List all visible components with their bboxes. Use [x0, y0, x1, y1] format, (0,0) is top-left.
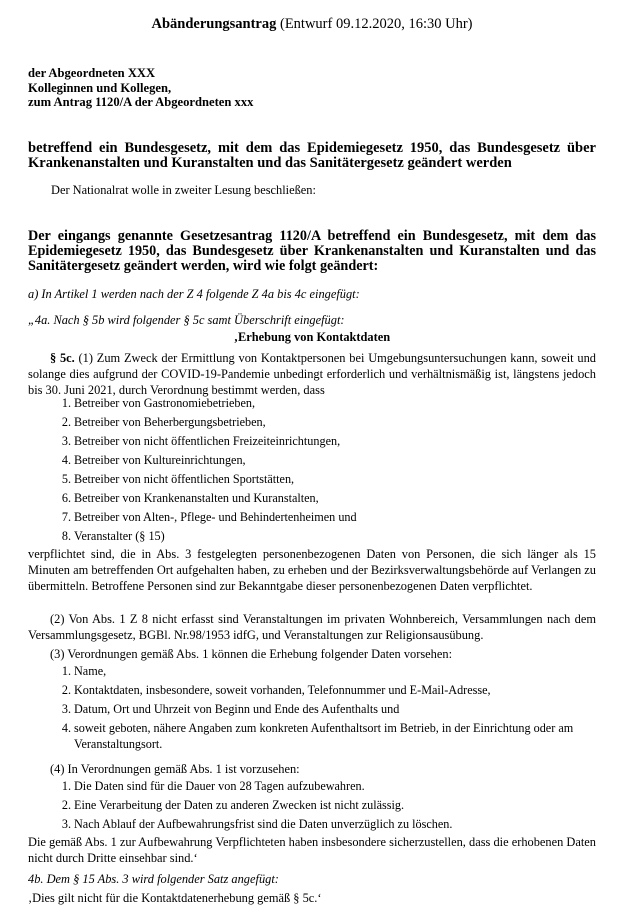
subject-text: betreffend ein Bundesgesetz, mit dem das Epidemiegesetz 1950, das Bundesgesetz über Krankenanstalten und Kuranstalten und das Sanitätergesetz geändert werden [28, 140, 596, 171]
list-item: 8. Veranstalter (§ 15) [61, 529, 165, 543]
list-item: 2. Kontaktdaten, insbesondere, soweit vorhanden, Telefonnummer und E-Mail-Adresse, [61, 683, 491, 697]
list-item: 7. Betreiber von Alten-, Pflege- und Behindertenheimen und [61, 510, 357, 524]
proposers-block [28, 66, 253, 110]
z4b-text: 4b. Dem § 15 Abs. 3 wird folgender Satz angefügt: [28, 872, 279, 886]
s5c-p1-text: (1) Zum Zweck der Ermittlung von Kontaktpersonen bei Umgebungsuntersuchungen kann, soweit und solange dies aufgrund der COVID-19-Pandemie unbedingt erforderlich und verhältnismäßig ist, längstens jedoch bis 30. Juni 2021, durch Verordnung bestimmt werden, dass [28, 351, 596, 397]
list-item: 3. Betreiber von nicht öffentlichen Freizeiteinrichtungen, [61, 434, 341, 448]
list-item: 4. Betreiber von Kultureinrichtungen, [61, 453, 246, 467]
list-item: 4. soweit geboten, nähere Angaben zum konkreten Aufenthaltsort im Betrieb, in der Einrichtung oder am Veranstaltungsort. [61, 721, 574, 751]
z4b-inserted-sentence: ‚Dies gilt nicht für die Kontaktdatenerhebung gemäß § 5c.‘ [28, 891, 322, 905]
section-heading: ‚Erhebung von Kontaktdaten [233, 330, 391, 344]
list-item: 3. Nach Ablauf der Aufbewahrungsfrist sind die Daten unverzüglich zu löschen. [61, 817, 453, 831]
list-item: 3. Datum, Ort und Uhrzeit von Beginn und Ende des Aufenthalts und [61, 702, 400, 716]
s5c-paragraph-3: (3) Verordnungen gemäß Abs. 1 können die Erhebung folgender Daten vorsehen: [50, 647, 453, 661]
s5c-label: § 5c. [50, 351, 75, 365]
z4a-text: „4a. Nach § 5b wird folgender § 5c samt Überschrift eingefügt: [28, 313, 345, 327]
s5c-paragraph-4: (4) In Verordnungen gemäß Abs. 1 ist vorzusehen: [50, 762, 300, 776]
s5c-paragraph-2: (2) Von Abs. 1 Z 8 nicht erfasst sind Veranstaltungen im privaten Wohnbereich, Versammlungen nach dem Versammlungsgesetz, BGBl. Nr.98/1953 idfG, und Veranstaltungen zur Religionsausübung. [28, 612, 596, 642]
list-item: 2. Eine Verarbeitung der Daten zu anderen Zwecken ist nicht zulässig. [61, 798, 405, 812]
item-a: a) In Artikel 1 werden nach der Z 4 folgende Z 4a bis 4c eingefügt: [28, 287, 360, 301]
title-bold: Abänderungsantrag [151, 16, 277, 32]
document-title [28, 16, 596, 33]
title-rest: (Entwurf 09.12.2020, 16:30 Uhr) [276, 16, 473, 32]
proposer-line: der Abgeordneten XXX [28, 66, 156, 80]
list-item: 2. Betreiber von Beherbergungsbetrieben, [61, 415, 266, 429]
s5c-p1-continuation: verpflichtet sind, die in Abs. 3 festgelegten personenbezogenen Daten von Personen, die sich länger als 15 Minuten am betreffenden Ort aufgehalten haben, zu erheben und der Bezirksverwaltungsbehörde auf Verlangen zu übermitteln. Betroffene Personen sind zur Bekanntgabe dieser personenbezogenen Daten verpflichtet. [28, 547, 596, 593]
list-item: 6. Betreiber von Krankenanstalten und Kuranstalten, [61, 491, 319, 505]
proposer-line: zum Antrag 1120/A der Abgeordneten xxx [28, 95, 254, 109]
list-item: 1. Die Daten sind für die Dauer von 28 Tagen aufzubewahren. [61, 779, 365, 793]
list-item: 1. Betreiber von Gastronomiebetrieben, [61, 396, 256, 410]
proposer-line: Kolleginnen und Kollegen, [28, 80, 172, 95]
s5c-p4-continuation: Die gemäß Abs. 1 zur Aufbewahrung Verpflichteten haben insbesondere sicherzustellen, dass die erhobenen Daten nicht durch Dritte einsehbar sind.‘ [28, 835, 596, 865]
list-item: 5. Betreiber von nicht öffentlichen Sportstätten, [61, 472, 295, 486]
list-item: 1. Name, [61, 664, 107, 678]
resolution-text: Der Nationalrat wolle in zweiter Lesung beschließen: [51, 183, 316, 197]
intro-text: Der eingangs genannte Gesetzesantrag 1120/A betreffend ein Bundesgesetz, mit dem das Epidemiegesetz 1950, das Bundesgesetz über Krankenanstalten und Kuranstalten und das Sanitätergesetz geändert werden, wird wie folgt geändert: [28, 228, 596, 274]
s5c-paragraph-1 [28, 350, 596, 398]
